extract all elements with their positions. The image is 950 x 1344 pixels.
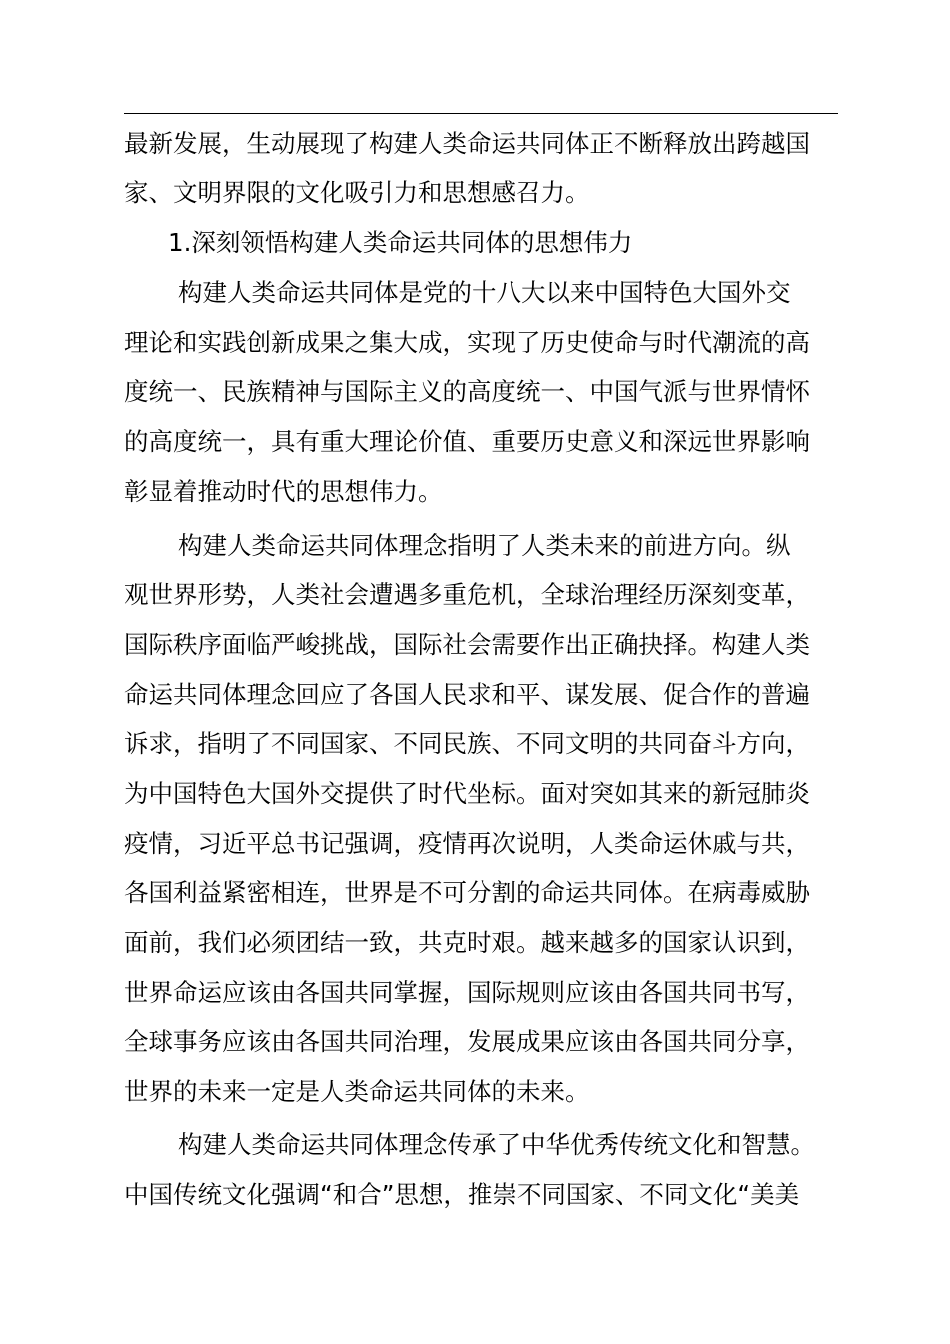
text-line: 最新发展，生动展现了构建人类命运共同体正不断释放出跨越国 [124, 129, 810, 158]
text-line: 的高度统一，具有重大理论价值、重要历史意义和深远世界影响 [124, 427, 810, 456]
text-line: 为中国特色大国外交提供了时代坐标。面对突如其来的新冠肺炎 [124, 779, 810, 808]
paragraph-first-line: 构建人类命运共同体理念传承了中华优秀传统文化和智慧。 [178, 1130, 815, 1159]
text-line: 面前，我们必须团结一致，共克时艰。越来越多的国家认识到， [124, 928, 810, 957]
text-line: 观世界形势，人类社会遭遇多重危机，全球治理经历深刻变革， [124, 580, 810, 609]
text-line: 彰显着推动时代的思想伟力。 [124, 477, 443, 506]
text-line: 国际秩序面临严峻挑战，国际社会需要作出正确抉择。构建人类 [124, 630, 810, 659]
text-line: 家、文明界限的文化吸引力和思想感召力。 [124, 178, 590, 207]
text-line: 疫情，习近平总书记强调，疫情再次说明，人类命运休戚与共， [124, 829, 810, 858]
paragraph-first-line: 构建人类命运共同体理念指明了人类未来的前进方向。纵 [178, 531, 791, 560]
text-line: 理论和实践创新成果之集大成，实现了历史使命与时代潮流的高 [124, 328, 810, 357]
section-heading: 1.深刻领悟构建人类命运共同体的思想伟力 [168, 228, 633, 257]
text-line: 全球事务应该由各国共同治理，发展成果应该由各国共同分享， [124, 1027, 810, 1056]
header-rule [124, 113, 838, 114]
paragraph-first-line: 构建人类命运共同体是党的十八大以来中国特色大国外交 [178, 278, 791, 307]
text-line: 中国传统文化强调“和合”思想，推崇不同国家、不同文化“美美 [124, 1180, 800, 1209]
text-line: 诉求，指明了不同国家、不同民族、不同文明的共同奋斗方向， [124, 729, 810, 758]
text-line: 度统一、民族精神与国际主义的高度统一、中国气派与世界情怀 [124, 377, 810, 406]
text-line: 世界的未来一定是人类命运共同体的未来。 [124, 1077, 590, 1106]
text-line: 命运共同体理念回应了各国人民求和平、谋发展、促合作的普遍 [124, 680, 810, 709]
text-line: 各国利益紧密相连，世界是不可分割的命运共同体。在病毒威胁 [124, 878, 810, 907]
text-line: 世界命运应该由各国共同掌握，国际规则应该由各国共同书写， [124, 978, 810, 1007]
